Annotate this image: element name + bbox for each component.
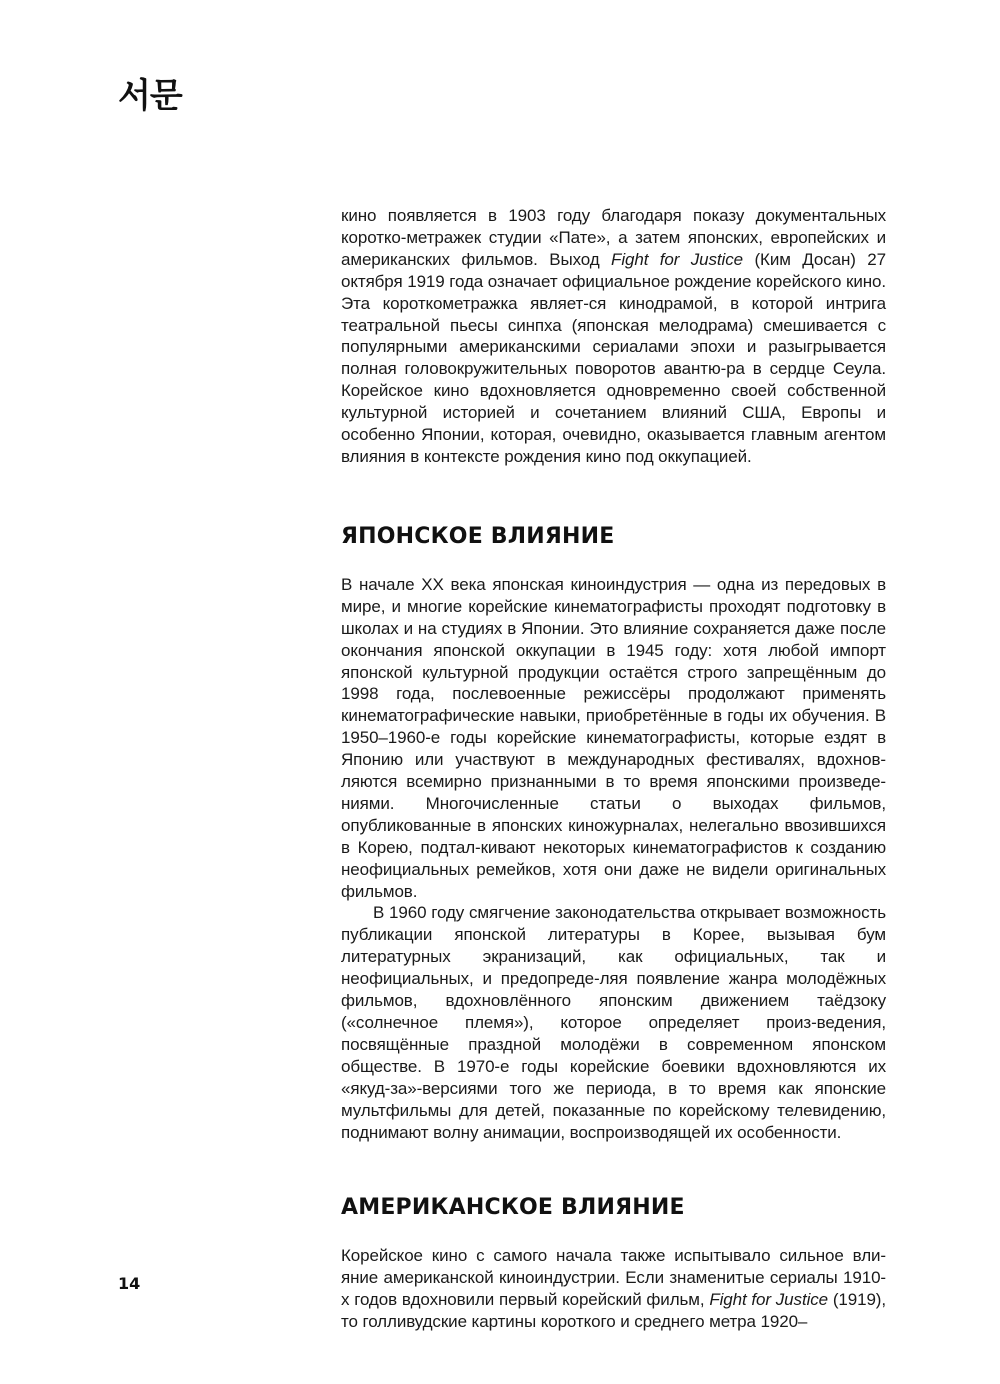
intro-text-start: кино появляется в 1903 году благодаря показу документальных коротко-метражек студии «Пате», а затем японских, европейских и американских фильмов. Выход xyxy=(341,206,886,269)
intro-text-end: (Ким Досан) 27 октября 1919 года означает официальное рождение корейского кино. Эта короткометражка являет-ся кинодрамой, в которой интрига театральной пьесы синпха (японская мелодрама) смешивается с популярными американскими сериалами эпохи и разыгрывается полная головокружительных поворотов авантю-ра в сердце Сеула. Корейское кино вдохновляется одновременно своей собственной культурной историей и сочетанием влияний США, Европы и особенно Японии, которая, очевидно, оказывается главным агентом влияния в контексте рождения кино под оккупацией. xyxy=(341,249,886,466)
film-title: Fight for Justice xyxy=(611,249,743,269)
section1-paragraph-1: В начале XX века японская киноиндустрия — одна из передовых в мире, и многие корейские кинематографисты проходят подготовку в школах и на студиях в Японии. Это влияние сохраняется даже после окончания японской оккупации в 1945 году: хотя любой импорт японской культурной продукции остаётся строго запрещённым до 1998 года, послевоенные режиссёры продолжают применять кинематографические навыки, приобретённые в годы их обучения. В 1950–1960-е годы корейские кинематографисты, которые ездят в Японию или участвуют в международных фестивалях, вдохнов-ляются всемирно признанными в то время японскими произведе-ниями. Многочисленные статьи о выходах фильмов, опубликованные в японских киножурналах, нелегально ввозившихся в Корею, подтал-кивают некоторых кинематографистов к созданию неофициальных ремейков, хотя они даже не видели оригинальных фильмов. xyxy=(341,574,886,901)
section-heading-japanese-influence: ЯПОНСКОЕ ВЛИЯНИЕ xyxy=(341,523,615,549)
chapter-mark: 서문 xyxy=(118,76,182,116)
section-heading-american-influence: АМЕРИКАНСКОЕ ВЛИЯНИЕ xyxy=(341,1195,685,1221)
section2-paragraph-1 xyxy=(341,1245,886,1333)
section2-text-start: Корейское кино с самого начала также испытывало сильное вли-яние американской киноиндустрии. Если знаменитые сериалы 1910-х годов вдохновили первый корейский фильм, xyxy=(341,1246,886,1310)
section1-paragraph-2: В 1960 году смягчение законодательства открывает возможность публикации японской литературы в Корее, вызывая бум литературных экранизаций, как официальных, так и неофициальных, и предопреде-ляя появление жанра молодёжных фильмов, вдохновлённого японским движением таёдзоку («солнечное племя»), которое определяет произ-ведения, посвящённые праздной молодёжи в современном японском обществе. В 1970-е годы корейские боевики вдохновляются их «якуд-за»-версиями того же периода, в то время как японские мультфильмы для детей, показанные по корейскому телевидению, поднимают волну анимации, воспроизводящей их особенности. xyxy=(341,903,886,1142)
intro-paragraph xyxy=(341,205,886,468)
text-column xyxy=(341,205,886,1333)
section2-text-end: (1919), то голливудские картины короткого и среднего метра 1920– xyxy=(341,1290,886,1332)
page-number: 14 xyxy=(118,1274,141,1293)
film-title: Fight for Justice xyxy=(709,1290,828,1310)
